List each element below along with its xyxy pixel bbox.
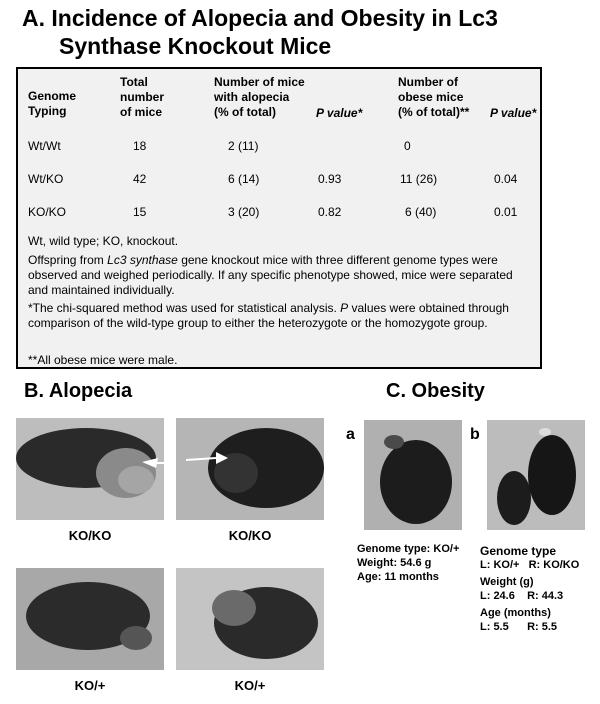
- row3-p1: 0.82: [318, 205, 342, 219]
- row2-p2: 0.04: [494, 172, 518, 186]
- note-statistics: *The chi-squared method was used for statistical analysis. P values were obtained through comparison of the wild-type group to either the heterozygote or the homozygote group.: [28, 301, 509, 330]
- obesity-info-a: Genome type: KO/+ Weight: 54.6 g Age: 11 months: [357, 543, 460, 583]
- row3-total: 15: [133, 205, 147, 219]
- note-abbreviations: Wt, wild type; KO, knockout.: [28, 234, 179, 248]
- header-total: Total number of mice: [120, 75, 165, 119]
- row2-genome: Wt/KO: [28, 172, 64, 186]
- header-alopecia: Number of mice with alopecia (% of total): [214, 75, 305, 119]
- alopecia-title: B. Alopecia: [24, 380, 133, 402]
- photo-obesity-a: [364, 420, 462, 530]
- header-p-value-1: P value*: [316, 106, 363, 120]
- incidence-table-panel: [16, 67, 542, 369]
- row2-alopecia: 6 (14): [228, 172, 260, 186]
- photo-obesity-b: [487, 420, 585, 530]
- header-obese: Number of obese mice (% of total)**: [398, 75, 470, 119]
- row3-obese: 6 (40): [405, 205, 437, 219]
- row2-total: 42: [133, 172, 147, 186]
- caption-alopecia-3: KO/+: [74, 678, 106, 693]
- caption-alopecia-4: KO/+: [234, 678, 266, 693]
- photo-alopecia-kokO-2: [176, 418, 324, 520]
- obesity-info-b: Genome type L: KO/+ R: KO/KO Weight (g) L: 24.6 R: 44.3 Age (months) L: 5.5 R: 5.5: [480, 544, 580, 633]
- figure-title: [22, 4, 582, 60]
- row1-obese: 0: [404, 139, 411, 153]
- panel-label-a: a: [346, 426, 355, 443]
- row3-p2: 0.01: [494, 205, 518, 219]
- caption-alopecia-2: KO/KO: [228, 528, 272, 543]
- note-obese-male: **All obese mice were male.: [28, 353, 178, 367]
- row1-genome: Wt/Wt: [28, 139, 61, 153]
- row1-alopecia: 2 (11): [228, 139, 259, 153]
- title-line-1: A. Incidence of Alopecia and Obesity in Lc3: [22, 5, 498, 31]
- row3-genome: KO/KO: [28, 205, 67, 219]
- photo-alopecia-ko-het-2: [176, 568, 324, 670]
- photo-alopecia-kokO-1: [16, 418, 164, 520]
- title-line-2: Synthase Knockout Mice: [59, 33, 332, 59]
- obesity-title: C. Obesity: [386, 380, 485, 402]
- note-offspring: Offspring from Lc3 synthase gene knockout mice with three different genome types were observed and weighed periodically. If any specific phenotype showed, mice were separated and maintained individually.: [28, 253, 513, 297]
- row2-p1: 0.93: [318, 172, 342, 186]
- header-p-value-2: P value*: [490, 106, 537, 120]
- row3-alopecia: 3 (20): [228, 205, 260, 219]
- caption-alopecia-1: KO/KO: [68, 528, 112, 543]
- photo-alopecia-ko-het-1: [16, 568, 164, 670]
- row2-obese: 11 (26): [400, 172, 438, 186]
- row1-total: 18: [133, 139, 147, 153]
- header-genome: Genome Typing: [28, 89, 77, 118]
- panel-label-b: b: [470, 426, 480, 443]
